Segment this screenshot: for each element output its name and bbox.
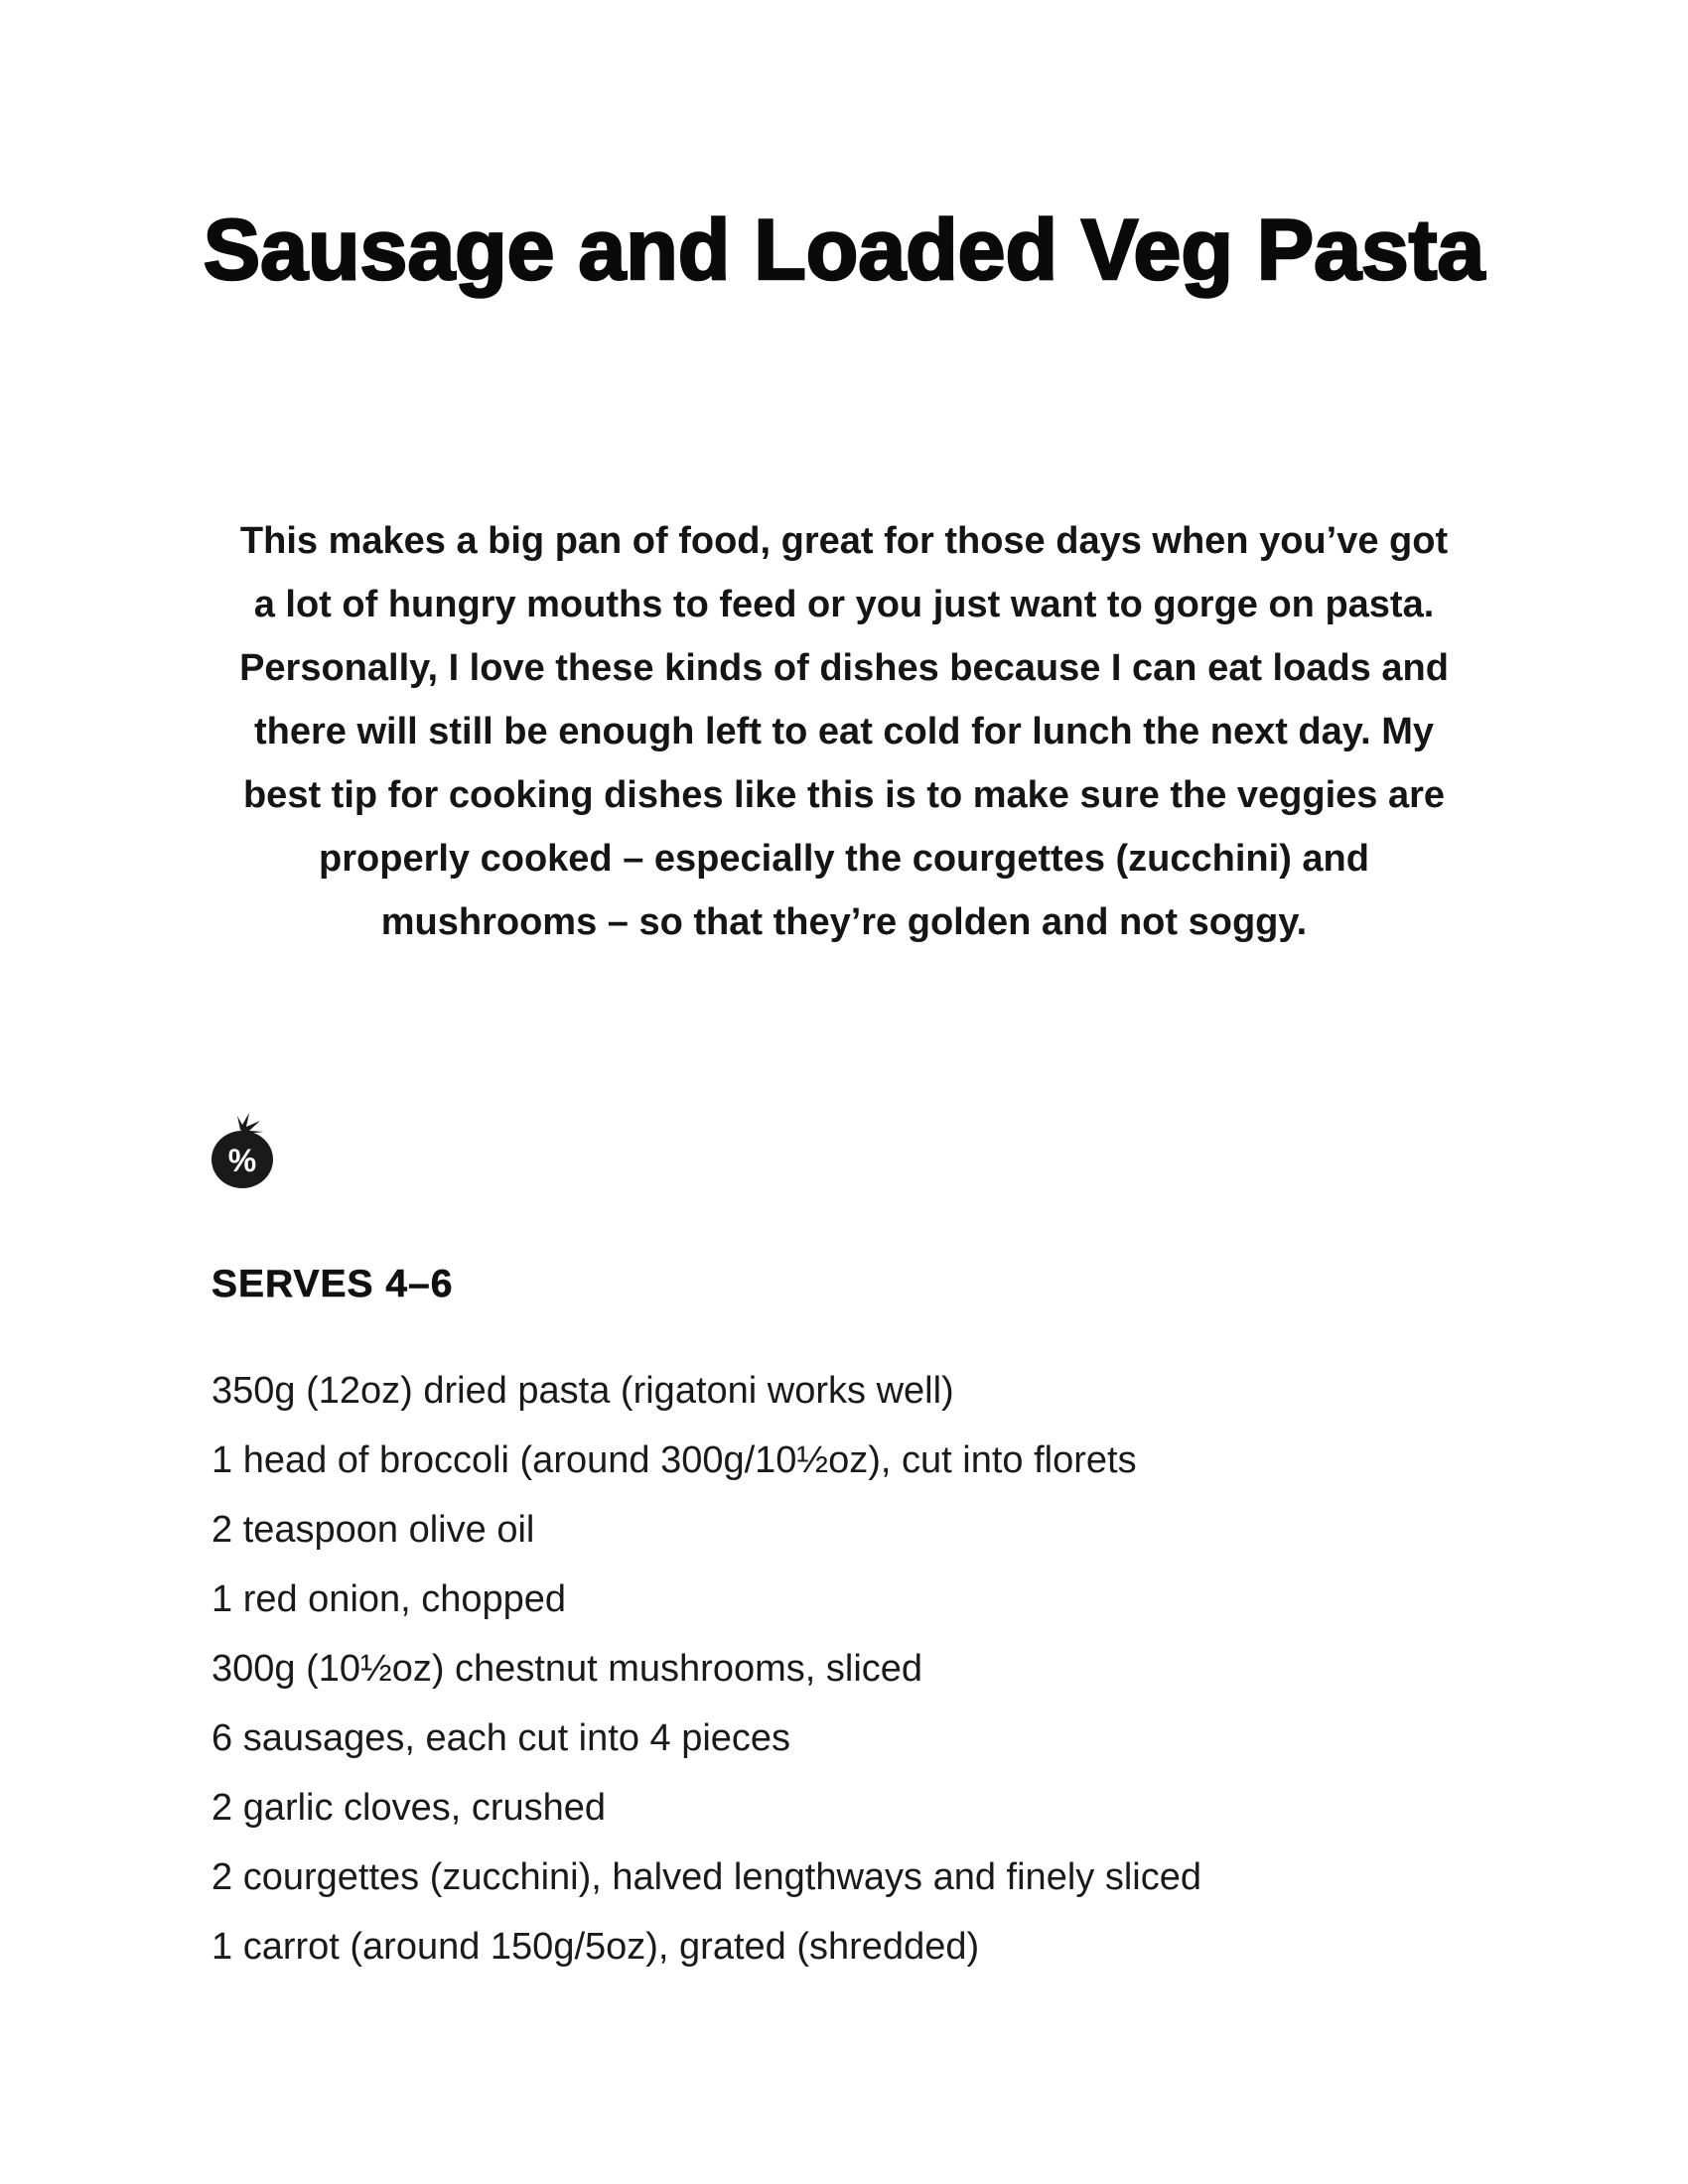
serves-heading: SERVES 4–6	[211, 1263, 454, 1305]
ingredient-item: 1 head of broccoli (around 300g/10½oz), cut into florets	[211, 1439, 1137, 1481]
ingredient-item: 350g (12oz) dried pasta (rigatoni works well)	[211, 1370, 954, 1412]
tomato-percent-icon	[207, 1110, 278, 1193]
ingredient-item: 1 red onion, chopped	[211, 1578, 567, 1620]
ingredient-item: 1 carrot (around 150g/5oz), grated (shredded)	[211, 1926, 980, 1968]
ingredient-item: 2 garlic cloves, crushed	[211, 1787, 607, 1829]
recipe-intro: This makes a big pan of food, great for those days when you’ve got a lot of hungry mouths to feed or you just want to gorge on pasta. Personally, I love these kinds of dishes because I can eat loads and there will still be enough left to eat cold for lunch the next day. My best tip for cooking dishes like this is to make sure the veggies are properly cooked – especially the courgettes (zucchini) and mushrooms – so that they’re golden and not soggy.	[239, 520, 1449, 943]
ingredient-item: 300g (10½oz) chestnut mushrooms, sliced	[211, 1648, 923, 1690]
ingredient-item: 2 courgettes (zucchini), halved lengthways and finely sliced	[211, 1856, 1201, 1898]
ingredient-list	[211, 1356, 1201, 1981]
ingredient-item: 6 sausages, each cut into 4 pieces	[211, 1717, 791, 1759]
ingredient-item: 2 teaspoon olive oil	[211, 1509, 535, 1551]
percent-symbol: %	[227, 1143, 257, 1178]
recipe-title: Sausage and Loaded Veg Pasta	[203, 203, 1485, 298]
